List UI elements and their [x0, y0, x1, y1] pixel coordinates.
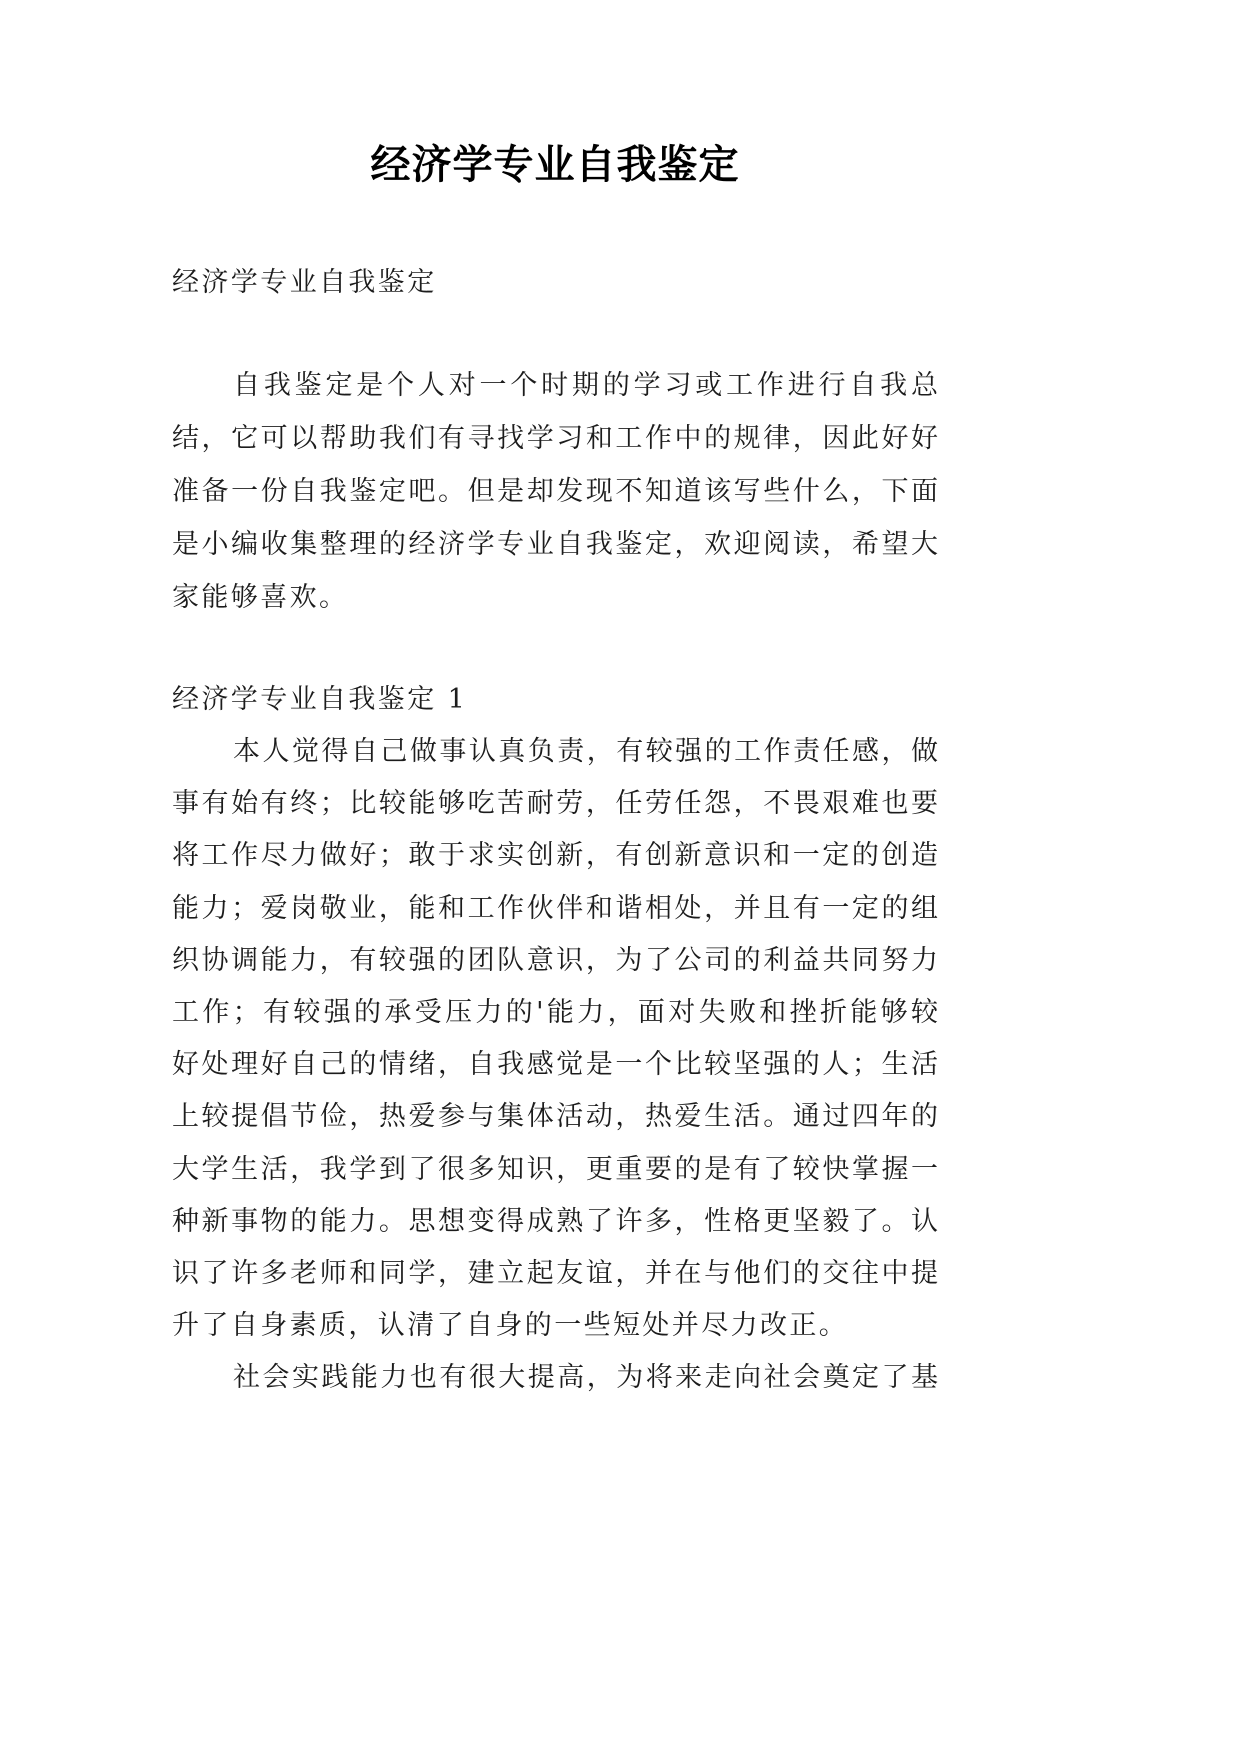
paragraph-line: 好处理好自己的情绪，自我感觉是一个比较坚强的人；生活 [172, 1049, 938, 1081]
intro-paragraph [172, 359, 938, 624]
paragraph-line: 升了自身素质，认清了自身的一些短处并尽力改正。 [172, 1310, 849, 1342]
paragraph-line: 准备一份自我鉴定吧。但是却发现不知道该写些什么，下面 [172, 476, 938, 507]
paragraph-line: 上较提倡节俭，热爱参与集体活动，热爱生活。通过四年的 [172, 1101, 938, 1133]
section-heading-block [172, 674, 938, 726]
paragraph-line: 结，它可以帮助我们有寻找学习和工作中的规律，因此好好 [172, 423, 938, 454]
paragraph-line: 自我鉴定是个人对一个时期的学习或工作进行自我总 [233, 370, 938, 401]
paragraph-line: 能力；爱岗敬业，能和工作伙伴和谐相处，并且有一定的组 [172, 892, 938, 924]
paragraph-line: 种新事物的能力。思想变得成熟了许多，性格更坚毅了。认 [172, 1205, 938, 1237]
paragraph-line: 识了许多老师和同学，建立起友谊，并在与他们的交往中提 [172, 1257, 938, 1289]
section-heading: 经济学专业自我鉴定 1 [172, 684, 468, 715]
paragraph-line: 事有始有终；比较能够吃苦耐劳，任劳任怨，不畏艰难也要 [172, 788, 938, 820]
section-paragraph [172, 1352, 938, 1404]
section-paragraph [172, 726, 938, 1352]
paragraph-line: 是小编收集整理的经济学专业自我鉴定，欢迎阅读，希望大 [172, 529, 938, 560]
paragraph-line: 工作；有较强的承受压力的'能力，面对失败和挫折能够较 [172, 996, 938, 1028]
paragraph-line: 本人觉得自己做事认真负责，有较强的工作责任感，做 [233, 736, 938, 767]
paragraph-line: 织协调能力，有较强的团队意识，为了公司的利益共同努力 [172, 944, 938, 976]
document-subtitle: 经济学专业自我鉴定 [172, 267, 437, 298]
paragraph-line: 家能够喜欢。 [172, 582, 349, 613]
paragraph-line: 大学生活，我学到了很多知识，更重要的是有了较快掌握一 [172, 1153, 938, 1185]
document-subtitle-block [172, 257, 938, 309]
paragraph-line: 社会实践能力也有很大提高，为将来走向社会奠定了基 [233, 1362, 938, 1393]
document-title: 经济学专业自我鉴定 [370, 141, 740, 188]
paragraph-line: 将工作尽力做好；敢于求实创新，有创新意识和一定的创造 [172, 840, 938, 872]
